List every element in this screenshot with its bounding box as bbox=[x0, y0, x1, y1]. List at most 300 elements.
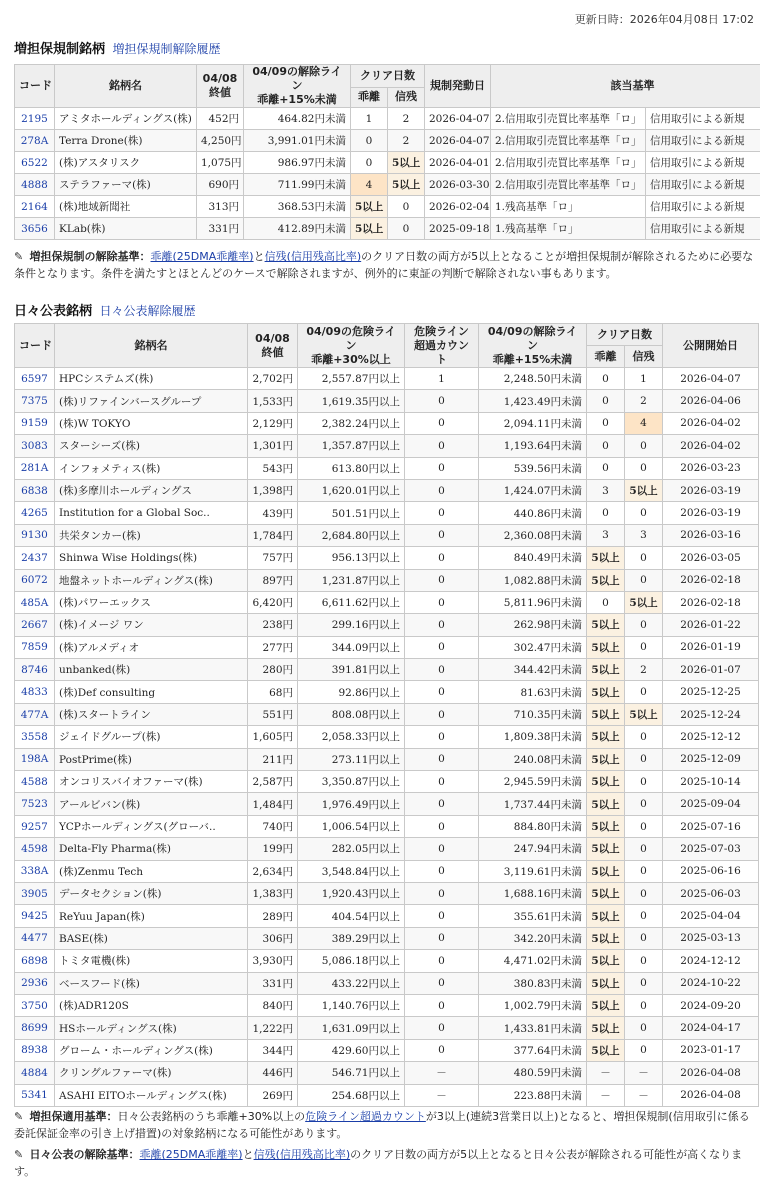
release-line: 480.59円未満 bbox=[479, 1062, 587, 1084]
release-line: 2,945.59円未満 bbox=[479, 771, 587, 793]
stock-name: unbanked(株) bbox=[55, 659, 248, 681]
start-date: 2023-01-17 bbox=[663, 1039, 759, 1061]
start-date: 2026-04-02 bbox=[663, 412, 759, 434]
margin-apply-note bbox=[14, 1108, 758, 1142]
over-count: 0 bbox=[405, 479, 479, 501]
start-date: 2026-04-08 bbox=[663, 1084, 759, 1106]
shinzan-clear-days: 1 bbox=[625, 368, 663, 390]
table-row bbox=[15, 905, 759, 927]
col-clear-days: クリア日数 bbox=[351, 65, 425, 88]
shinzan-link[interactable]: 信残(信用残高比率) bbox=[264, 250, 362, 263]
col-shinzan[interactable]: 信残 bbox=[388, 87, 425, 107]
release-line: 1,809.38円未満 bbox=[479, 726, 587, 748]
table-row bbox=[15, 218, 760, 240]
kairi-clear-days: 5以上 bbox=[587, 748, 625, 770]
kairi-clear-days: 5以上 bbox=[587, 681, 625, 703]
col-criteria: 該当基準 bbox=[491, 65, 760, 108]
close-price: 1,533円 bbox=[248, 390, 298, 412]
stock-code-link[interactable]: 9257 bbox=[15, 815, 55, 837]
close-price: 1,784円 bbox=[248, 524, 298, 546]
start-date: 2025-03-13 bbox=[663, 927, 759, 949]
kairi-clear-days: 5以上 bbox=[587, 927, 625, 949]
start-date: 2025-12-25 bbox=[663, 681, 759, 703]
stock-code-link[interactable]: 8746 bbox=[15, 659, 55, 681]
stock-code-link[interactable]: 278A bbox=[15, 130, 55, 152]
close-price: 211円 bbox=[248, 748, 298, 770]
stock-code-link[interactable]: 6838 bbox=[15, 479, 55, 501]
shinzan-clear-days: － bbox=[625, 1062, 663, 1084]
stock-name: ASAHI EITOホールディングス(株) bbox=[55, 1084, 248, 1106]
stock-code-link[interactable]: 7375 bbox=[15, 390, 55, 412]
release-line: 1,433.81円未満 bbox=[479, 1017, 587, 1039]
table-row bbox=[15, 815, 759, 837]
danger-line: 613.80円以上 bbox=[298, 457, 405, 479]
danger-line: 808.08円以上 bbox=[298, 703, 405, 725]
stock-name: 共栄タンカー(株) bbox=[55, 524, 248, 546]
kairi-clear-days: 5以上 bbox=[587, 1017, 625, 1039]
release-line: 464.82円未満 bbox=[244, 108, 351, 130]
col-release-line[interactable] bbox=[479, 324, 587, 368]
start-date: 2025-06-03 bbox=[663, 882, 759, 904]
danger-line: 546.71円以上 bbox=[298, 1062, 405, 1084]
over-count: 0 bbox=[405, 502, 479, 524]
danger-line: 2,684.80円以上 bbox=[298, 524, 405, 546]
start-date: 2025-04-04 bbox=[663, 905, 759, 927]
close-price: 199円 bbox=[248, 838, 298, 860]
shinzan-clear-days: 0 bbox=[625, 905, 663, 927]
note-text-1: 日々公表銘柄のうち乖離+30%以上の bbox=[117, 1110, 306, 1123]
kairi-clear-days: 5以上 bbox=[587, 569, 625, 591]
stock-code-link[interactable]: 4598 bbox=[15, 838, 55, 860]
kairi-clear-days: － bbox=[587, 1084, 625, 1106]
over-count: 1 bbox=[405, 368, 479, 390]
shinzan-clear-days: 0 bbox=[625, 614, 663, 636]
close-price: 690円 bbox=[197, 174, 244, 196]
note-label: 日々公表の解除基準： bbox=[29, 1148, 140, 1161]
section-header-daily bbox=[14, 300, 196, 319]
kairi-clear-days: 0 bbox=[587, 435, 625, 457]
stock-code-link[interactable]: 198A bbox=[15, 748, 55, 770]
stock-name: ベースフード(株) bbox=[55, 972, 248, 994]
kairi-clear-days: 4 bbox=[351, 174, 388, 196]
col-name[interactable]: 銘柄名 bbox=[55, 65, 197, 108]
col-close-label: 04/08 終値 bbox=[255, 331, 290, 359]
kairi-link[interactable]: 乖離(25DMA乖離率) bbox=[139, 1148, 243, 1161]
stock-name: ジェイドグループ(株) bbox=[55, 726, 248, 748]
close-price: 740円 bbox=[248, 815, 298, 837]
release-line: 302.47円未満 bbox=[479, 636, 587, 658]
stock-name: HPCシステムズ(株) bbox=[55, 368, 248, 390]
danger-line: 1,631.09円以上 bbox=[298, 1017, 405, 1039]
pencil-icon: ✎ bbox=[14, 1110, 24, 1123]
danger-line: 92.86円以上 bbox=[298, 681, 405, 703]
stock-name: Shinwa Wise Holdings(株) bbox=[55, 547, 248, 569]
col-name[interactable]: 銘柄名 bbox=[55, 324, 248, 368]
over-count: － bbox=[405, 1062, 479, 1084]
stock-code-link[interactable]: 4477 bbox=[15, 927, 55, 949]
start-date: 2026-04-08 bbox=[663, 1062, 759, 1084]
start-date: 2024-10-22 bbox=[663, 972, 759, 994]
stock-code-link[interactable]: 5341 bbox=[15, 1084, 55, 1106]
start-date: 2024-04-17 bbox=[663, 1017, 759, 1039]
stock-code-link[interactable]: 3750 bbox=[15, 994, 55, 1016]
stock-name: (株)多摩川ホールディングス bbox=[55, 479, 248, 501]
close-price: 2,587円 bbox=[248, 771, 298, 793]
stock-code-link[interactable]: 4884 bbox=[15, 1062, 55, 1084]
shinzan-clear-days: 4 bbox=[625, 412, 663, 434]
shinzan-clear-days: 0 bbox=[625, 771, 663, 793]
start-date: 2025-07-03 bbox=[663, 838, 759, 860]
danger-line: 1,920.43円以上 bbox=[298, 882, 405, 904]
kairi-clear-days: 0 bbox=[587, 502, 625, 524]
close-price: 306円 bbox=[248, 927, 298, 949]
shinzan-clear-days: 0 bbox=[625, 972, 663, 994]
shinzan-clear-days: 5以上 bbox=[625, 479, 663, 501]
release-line: 380.83円未満 bbox=[479, 972, 587, 994]
close-price: 313円 bbox=[197, 196, 244, 218]
kairi-clear-days: 5以上 bbox=[351, 218, 388, 240]
daily-release-note bbox=[14, 1146, 758, 1180]
danger-line: 5,086.18円以上 bbox=[298, 950, 405, 972]
stock-code-link[interactable]: 485A bbox=[15, 591, 55, 613]
over-count: 0 bbox=[405, 748, 479, 770]
kairi-clear-days: 5以上 bbox=[587, 815, 625, 837]
stock-code-link[interactable]: 6072 bbox=[15, 569, 55, 591]
table-row bbox=[15, 659, 759, 681]
over-count: 0 bbox=[405, 726, 479, 748]
section-title: 日々公表銘柄 bbox=[14, 304, 93, 319]
stock-code-link[interactable]: 6597 bbox=[15, 368, 55, 390]
kairi-clear-days: 1 bbox=[351, 108, 388, 130]
kairi-clear-days: 0 bbox=[587, 591, 625, 613]
table-row bbox=[15, 457, 759, 479]
shinzan-clear-days: 2 bbox=[388, 108, 425, 130]
danger-line: 299.16円以上 bbox=[298, 614, 405, 636]
stock-code-link[interactable]: 3558 bbox=[15, 726, 55, 748]
shinzan-clear-days: 0 bbox=[625, 927, 663, 949]
stock-code-link[interactable]: 7523 bbox=[15, 793, 55, 815]
table-row bbox=[15, 569, 759, 591]
over-count: 0 bbox=[405, 457, 479, 479]
close-price: 1,383円 bbox=[248, 882, 298, 904]
criteria-detail: 信用取引による新規 bbox=[646, 218, 760, 240]
table-row bbox=[15, 1084, 759, 1106]
kairi-clear-days: 0 bbox=[587, 457, 625, 479]
release-line: 412.89円未満 bbox=[244, 218, 351, 240]
close-price: 331円 bbox=[197, 218, 244, 240]
over-count: 0 bbox=[405, 838, 479, 860]
kairi-clear-days: 5以上 bbox=[587, 659, 625, 681]
stock-name: Institution for a Global Soc.. bbox=[55, 502, 248, 524]
start-date: 2026-03-05 bbox=[663, 547, 759, 569]
criteria-detail: 信用取引による新規 bbox=[646, 130, 760, 152]
stock-name: (株)リファインバースグループ bbox=[55, 390, 248, 412]
stock-name: アールビバン(株) bbox=[55, 793, 248, 815]
start-date: 2025-09-18 bbox=[425, 218, 491, 240]
table-row bbox=[15, 547, 759, 569]
danger-line: 3,548.84円以上 bbox=[298, 860, 405, 882]
shinzan-clear-days: 5以上 bbox=[388, 152, 425, 174]
release-line: 262.98円未満 bbox=[479, 614, 587, 636]
release-line: 5,811.96円未満 bbox=[479, 591, 587, 613]
over-count: 0 bbox=[405, 412, 479, 434]
stock-code-link[interactable]: 2195 bbox=[15, 108, 55, 130]
shinzan-clear-days: 0 bbox=[625, 950, 663, 972]
over-count: 0 bbox=[405, 681, 479, 703]
kairi-clear-days: 5以上 bbox=[587, 860, 625, 882]
start-date: 2026-03-19 bbox=[663, 502, 759, 524]
over-count: － bbox=[405, 1084, 479, 1106]
col-start-date[interactable]: 規制発動日 bbox=[425, 65, 491, 108]
stock-name: BASE(株) bbox=[55, 927, 248, 949]
danger-line: 1,231.87円以上 bbox=[298, 569, 405, 591]
last-updated: 更新日時：2026年04月08日 17:02 bbox=[574, 13, 754, 26]
kairi-clear-days: 0 bbox=[587, 368, 625, 390]
release-line: 223.88円未満 bbox=[479, 1084, 587, 1106]
close-price: 277円 bbox=[248, 636, 298, 658]
stock-code-link[interactable]: 9425 bbox=[15, 905, 55, 927]
close-price: 2,634円 bbox=[248, 860, 298, 882]
note-text: のクリア日数の両方が5以上となると日々公表が解除される可能性が高くなります。 bbox=[14, 1148, 743, 1178]
col-start-date[interactable]: 公開開始日 bbox=[663, 324, 759, 368]
close-price: 289円 bbox=[248, 905, 298, 927]
col-close[interactable] bbox=[197, 65, 244, 108]
stock-code-link[interactable]: 4265 bbox=[15, 502, 55, 524]
table-row bbox=[15, 838, 759, 860]
kairi-clear-days: － bbox=[587, 1062, 625, 1084]
stock-code-link[interactable]: 2437 bbox=[15, 547, 55, 569]
start-date: 2025-10-14 bbox=[663, 771, 759, 793]
stock-name: (株)イメージ ワン bbox=[55, 614, 248, 636]
stock-name: HSホールディングス(株) bbox=[55, 1017, 248, 1039]
release-line: 1,423.49円未満 bbox=[479, 390, 587, 412]
stock-code-link[interactable]: 3083 bbox=[15, 435, 55, 457]
close-price: 439円 bbox=[248, 502, 298, 524]
close-price: 3,930円 bbox=[248, 950, 298, 972]
over-count: 0 bbox=[405, 703, 479, 725]
kairi-clear-days: 5以上 bbox=[587, 1039, 625, 1061]
over-count: 0 bbox=[405, 815, 479, 837]
col-danger-line-label: 04/09の危険ライン 乖離+30%以上 bbox=[306, 324, 396, 366]
table-row bbox=[15, 368, 759, 390]
shinzan-clear-days: 5以上 bbox=[388, 174, 425, 196]
release-line: 1,424.07円未満 bbox=[479, 479, 587, 501]
stock-name: YCPホールディングス(グローバ.. bbox=[55, 815, 248, 837]
close-price: 446円 bbox=[248, 1062, 298, 1084]
col-kairi[interactable]: 乖離 bbox=[587, 346, 625, 368]
close-price: 840円 bbox=[248, 994, 298, 1016]
table-row bbox=[15, 748, 759, 770]
margin-release-history-link[interactable]: 増担保規制解除履歴 bbox=[112, 42, 221, 56]
start-date: 2026-04-07 bbox=[425, 108, 491, 130]
col-code[interactable]: コード bbox=[15, 324, 55, 368]
pencil-icon: ✎ bbox=[14, 1148, 24, 1161]
release-line: 2,360.08円未満 bbox=[479, 524, 587, 546]
release-line: 2,094.11円未満 bbox=[479, 412, 587, 434]
danger-line: 391.81円以上 bbox=[298, 659, 405, 681]
stock-name: オンコリスバイオファーマ(株) bbox=[55, 771, 248, 793]
shinzan-clear-days: 0 bbox=[625, 815, 663, 837]
danger-line: 1,620.01円以上 bbox=[298, 479, 405, 501]
col-code[interactable]: コード bbox=[15, 65, 55, 108]
release-line: 710.35円未満 bbox=[479, 703, 587, 725]
stock-code-link[interactable]: 4833 bbox=[15, 681, 55, 703]
release-line: 884.80円未満 bbox=[479, 815, 587, 837]
start-date: 2026-04-06 bbox=[663, 390, 759, 412]
stock-code-link[interactable]: 8938 bbox=[15, 1039, 55, 1061]
stock-name: (株)地域新聞社 bbox=[55, 196, 197, 218]
release-line: 342.20円未満 bbox=[479, 927, 587, 949]
daily-release-history-link[interactable]: 日々公表解除履歴 bbox=[99, 304, 196, 318]
release-line: 240.08円未満 bbox=[479, 748, 587, 770]
table-row bbox=[15, 130, 760, 152]
shinzan-link[interactable]: 信残(信用残高比率) bbox=[253, 1148, 351, 1161]
col-release-line-label: 04/09の解除ライン 乖離+15%未満 bbox=[487, 324, 578, 366]
release-line: 368.53円未満 bbox=[244, 196, 351, 218]
note-mid: と bbox=[253, 250, 265, 263]
release-line: 1,082.88円未満 bbox=[479, 569, 587, 591]
danger-line: 6,611.62円以上 bbox=[298, 591, 405, 613]
stock-code-link[interactable]: 338A bbox=[15, 860, 55, 882]
shinzan-clear-days: 2 bbox=[388, 130, 425, 152]
stock-code-link[interactable]: 2164 bbox=[15, 196, 55, 218]
table-row bbox=[15, 860, 759, 882]
col-release-line-label: 04/09の解除ライン 乖離+15%未満 bbox=[252, 65, 342, 106]
kairi-clear-days: 0 bbox=[587, 390, 625, 412]
kairi-clear-days: 5以上 bbox=[587, 950, 625, 972]
danger-line: 2,382.24円以上 bbox=[298, 412, 405, 434]
over-count: 0 bbox=[405, 1017, 479, 1039]
table-row bbox=[15, 412, 759, 434]
col-shinzan[interactable]: 信残 bbox=[625, 346, 663, 368]
note-mid: と bbox=[242, 1148, 254, 1161]
stock-code-link[interactable]: 4588 bbox=[15, 771, 55, 793]
table-row bbox=[15, 703, 759, 725]
shinzan-clear-days: 0 bbox=[625, 502, 663, 524]
stock-code-link[interactable]: 3656 bbox=[15, 218, 55, 240]
danger-line: 3,350.87円以上 bbox=[298, 771, 405, 793]
close-price: 1,398円 bbox=[248, 479, 298, 501]
daily-publication-table bbox=[14, 323, 759, 1107]
note-text: のクリア日数の両方が5以上となることが増担保規制が解除されるために必要な条件となります。条件を満たすとほとんどのケースで解除されますが、例外的に東証の判断で解除されない事もあります。 bbox=[14, 250, 754, 280]
danger-line: 429.60円以上 bbox=[298, 1039, 405, 1061]
col-kairi[interactable]: 乖離 bbox=[351, 87, 388, 107]
table-row bbox=[15, 502, 759, 524]
note-label: 増担保適用基準： bbox=[29, 1110, 118, 1123]
stock-name: Terra Drone(株) bbox=[55, 130, 197, 152]
shinzan-clear-days: － bbox=[625, 1084, 663, 1106]
over-count: 0 bbox=[405, 569, 479, 591]
table-row bbox=[15, 614, 759, 636]
stock-name: (株)Def consulting bbox=[55, 681, 248, 703]
start-date: 2026-04-01 bbox=[425, 152, 491, 174]
margin-regulation-table bbox=[14, 64, 760, 240]
shinzan-clear-days: 0 bbox=[625, 793, 663, 815]
kairi-clear-days: 5以上 bbox=[587, 703, 625, 725]
shinzan-clear-days: 0 bbox=[625, 726, 663, 748]
release-line: 247.94円未満 bbox=[479, 838, 587, 860]
shinzan-clear-days: 0 bbox=[625, 748, 663, 770]
shinzan-clear-days: 0 bbox=[625, 681, 663, 703]
stock-name: スターシーズ(株) bbox=[55, 435, 248, 457]
table-row bbox=[15, 726, 759, 748]
table-row bbox=[15, 972, 759, 994]
stock-code-link[interactable]: 3905 bbox=[15, 882, 55, 904]
stock-code-link[interactable]: 2667 bbox=[15, 614, 55, 636]
table-row bbox=[15, 950, 759, 972]
stock-name: ReYuu Japan(株) bbox=[55, 905, 248, 927]
kairi-clear-days: 5以上 bbox=[587, 636, 625, 658]
over-count: 0 bbox=[405, 905, 479, 927]
danger-line: 1,006.54円以上 bbox=[298, 815, 405, 837]
stock-name: (株)ADR120S bbox=[55, 994, 248, 1016]
table-row bbox=[15, 108, 760, 130]
section-header-margin-regulation bbox=[14, 38, 221, 57]
release-line: 711.99円未満 bbox=[244, 174, 351, 196]
danger-line: 1,619.35円以上 bbox=[298, 390, 405, 412]
col-release-line[interactable] bbox=[244, 65, 351, 108]
stock-code-link[interactable]: 9130 bbox=[15, 524, 55, 546]
close-price: 551円 bbox=[248, 703, 298, 725]
danger-line: 389.29円以上 bbox=[298, 927, 405, 949]
close-price: 1,301円 bbox=[248, 435, 298, 457]
release-line: 2,248.50円未満 bbox=[479, 368, 587, 390]
table-row bbox=[15, 196, 760, 218]
stock-code-link[interactable]: 281A bbox=[15, 457, 55, 479]
kairi-clear-days: 5以上 bbox=[587, 838, 625, 860]
table-row bbox=[15, 771, 759, 793]
over-count: 0 bbox=[405, 524, 479, 546]
stock-code-link[interactable]: 8699 bbox=[15, 1017, 55, 1039]
stock-code-link[interactable]: 2936 bbox=[15, 972, 55, 994]
stock-code-link[interactable]: 6898 bbox=[15, 950, 55, 972]
shinzan-clear-days: 3 bbox=[625, 524, 663, 546]
table-row bbox=[15, 636, 759, 658]
col-over-count[interactable] bbox=[405, 324, 479, 368]
shinzan-clear-days: 2 bbox=[625, 659, 663, 681]
over-count: 0 bbox=[405, 793, 479, 815]
over-count: 0 bbox=[405, 882, 479, 904]
danger-count-link[interactable]: 危険ライン超過カウント bbox=[305, 1110, 426, 1123]
start-date: 2025-12-09 bbox=[663, 748, 759, 770]
stock-code-link[interactable]: 7859 bbox=[15, 636, 55, 658]
stock-name: (株)W TOKYO bbox=[55, 412, 248, 434]
shinzan-clear-days: 5以上 bbox=[625, 591, 663, 613]
release-line: 1,002.79円未満 bbox=[479, 994, 587, 1016]
over-count: 0 bbox=[405, 927, 479, 949]
kairi-clear-days: 0 bbox=[351, 152, 388, 174]
over-count: 0 bbox=[405, 950, 479, 972]
stock-code-link[interactable]: 477A bbox=[15, 703, 55, 725]
stock-name: (株)スタートライン bbox=[55, 703, 248, 725]
kairi-link[interactable]: 乖離(25DMA乖離率) bbox=[150, 250, 254, 263]
stock-code-link[interactable]: 6522 bbox=[15, 152, 55, 174]
shinzan-clear-days: 0 bbox=[625, 1017, 663, 1039]
col-danger-line[interactable] bbox=[298, 324, 405, 368]
start-date: 2024-12-12 bbox=[663, 950, 759, 972]
release-line: 539.56円未満 bbox=[479, 457, 587, 479]
shinzan-clear-days: 0 bbox=[625, 860, 663, 882]
shinzan-clear-days: 0 bbox=[625, 636, 663, 658]
release-line: 440.86円未満 bbox=[479, 502, 587, 524]
table-row bbox=[15, 174, 760, 196]
stock-code-link[interactable]: 4888 bbox=[15, 174, 55, 196]
danger-line: 404.54円以上 bbox=[298, 905, 405, 927]
col-close[interactable] bbox=[248, 324, 298, 368]
over-count: 0 bbox=[405, 994, 479, 1016]
stock-name: KLab(株) bbox=[55, 218, 197, 240]
stock-code-link[interactable]: 9159 bbox=[15, 412, 55, 434]
